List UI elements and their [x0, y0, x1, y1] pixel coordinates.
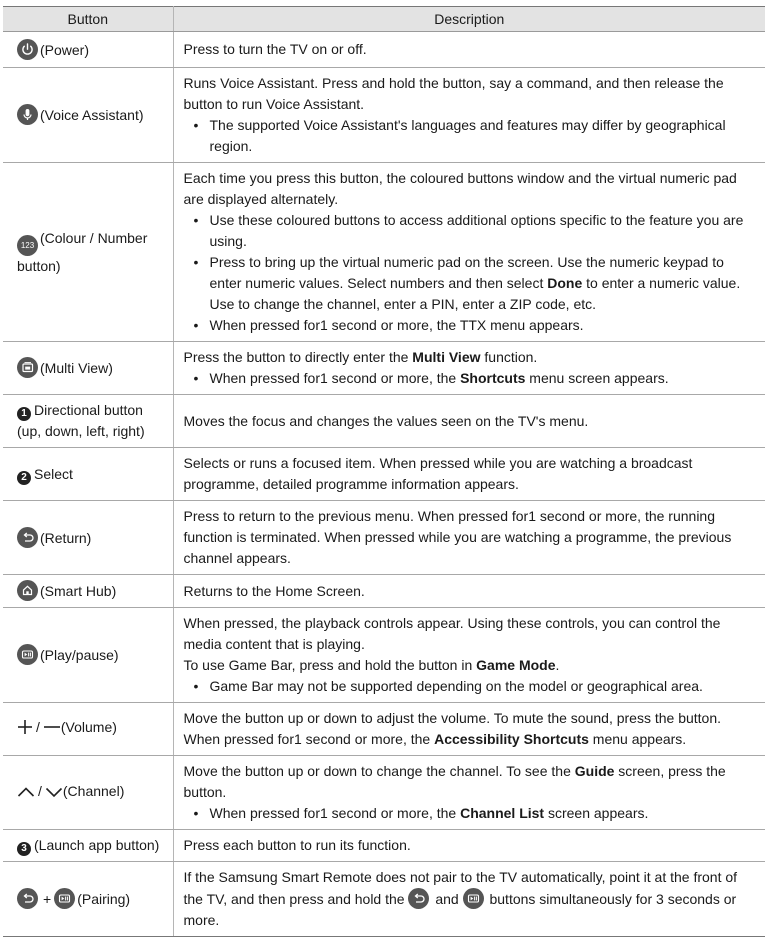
table-header [3, 7, 765, 32]
game-mode-bold: Game Mode [476, 657, 556, 673]
colour-bullet-3: • When pressed for1 second or more, the TTX menu appears. [210, 315, 760, 336]
table-row [3, 163, 765, 342]
volume-minus-icon [43, 719, 61, 741]
table-row [3, 862, 765, 937]
playpause-desc2-pre: To use Game Bar, press and hold the button in [183, 657, 477, 673]
colour-bullet-2-post: to enter a numeric value. Use to change the channel, enter a PIN, enter a ZIP code, etc. [209, 275, 741, 312]
row-return-desc: Press to return to the previous menu. When pressed for1 second or more, the running function is terminated. When pressed while you are watching a programme, the previous channel appears. [173, 501, 765, 575]
voice-desc-text: Runs Voice Assistant. Press and hold the button, say a command, and then release the button to run Voice Assistant. [183, 75, 724, 112]
voice-bullets [184, 115, 760, 157]
row-smarthub-desc: Returns to the Home Screen. [173, 575, 765, 608]
multi-view-icon [17, 357, 38, 378]
table-row [3, 342, 765, 395]
microphone-icon [17, 104, 38, 125]
pairing-desc-mid: and [431, 891, 463, 907]
row-volume-desc [173, 703, 765, 756]
pairing-label: (Pairing) [77, 891, 131, 907]
multiview-desc-post: function. [480, 349, 538, 365]
channel-up-icon [17, 784, 35, 805]
volume-desc-2 [184, 729, 760, 750]
table-row [3, 395, 765, 448]
play-pause-icon [463, 888, 484, 909]
number-badge-2: 2 [17, 471, 31, 485]
multiview-bullets [184, 368, 760, 389]
guide-bold: Guide [574, 763, 615, 779]
header-button: Button [3, 7, 173, 32]
directional-label: Directional button (up, down, left, right) [17, 402, 145, 439]
playpause-label: (Play/pause) [40, 647, 119, 663]
row-volume-button-cell [3, 703, 173, 756]
colour-bullet-2-pre: Press to bring up the virtual numeric pad on the screen. Use the numeric keypad to enter numeric values. Select numbers and then select [209, 254, 724, 291]
play-pause-icon [17, 644, 38, 665]
channel-label: (Channel) [62, 782, 125, 799]
home-icon [17, 580, 38, 601]
return-icon [408, 888, 429, 909]
volume-plus-icon [17, 719, 33, 741]
channel-bullet [210, 803, 760, 824]
pairing-desc-pre: If the Samsung Smart Remote does not pair to the TV automatically, point it at the front of the TV, and then press and hold the [183, 869, 738, 907]
row-directional-button-cell [3, 395, 173, 448]
playpause-desc-2 [184, 655, 760, 676]
channel-list-bold: Channel List [460, 805, 545, 821]
colour-desc-text: Each time you press this button, the coloured buttons window and the virtual numeric pad are displayed alternately. [183, 170, 737, 207]
number-badge-1: 1 [17, 407, 31, 421]
row-directional-desc: Moves the focus and changes the values seen on the TV's menu. [173, 395, 765, 448]
row-channel-desc [173, 756, 765, 830]
channel-desc-text [184, 761, 760, 803]
row-colour-button-cell [3, 163, 173, 342]
volume-desc-text: Move the button up or down to adjust the volume. To mute the sound, press the button. [183, 710, 722, 726]
select-label: Select [34, 465, 73, 482]
return-icon [17, 888, 38, 909]
row-pairing-desc [173, 862, 765, 937]
playpause-desc-text: When pressed, the playback controls appear. Using these controls, you can control the media content that is playing. [183, 615, 721, 652]
row-colour-desc [173, 163, 765, 342]
table-row [3, 608, 765, 703]
colour-bullet-1: • Use these coloured buttons to access additional options specific to the feature you are using. [210, 210, 760, 252]
table-row [3, 68, 765, 163]
channel-desc-pre: Move the button up or down to change the channel. To see the [183, 763, 575, 779]
channel-bullets [184, 803, 760, 824]
colour-bullet-2 [210, 252, 760, 315]
row-smarthub-button-cell [3, 575, 173, 608]
remote-buttons-table [3, 6, 765, 937]
accessibility-shortcuts-bold: Accessibility Shortcuts [434, 731, 589, 747]
playpause-desc2-post: . [555, 657, 560, 673]
power-icon [17, 39, 38, 60]
pairing-desc-post: buttons simultaneously for 3 seconds or more. [183, 891, 737, 928]
volume-desc2-post: menu appears. [588, 731, 687, 747]
table-row [3, 575, 765, 608]
multiview-bullet-post: menu screen appears. [525, 370, 669, 386]
row-playpause-desc [173, 608, 765, 703]
colour-label: (Colour / Number button) [17, 229, 148, 274]
table-row [3, 703, 765, 756]
volume-desc2-pre: When pressed for1 second or more, the [183, 731, 435, 747]
table-row [3, 501, 765, 575]
channel-sep: / [38, 782, 42, 799]
multiview-bullet-pre: When pressed for1 second or more, the [209, 370, 461, 386]
table-row [3, 830, 765, 862]
row-pairing-button-cell [3, 862, 173, 937]
multiview-label: (Multi View) [40, 360, 113, 376]
done-label: Done [547, 275, 583, 291]
multiview-desc-text [184, 347, 760, 368]
row-multiview-desc [173, 342, 765, 395]
volume-sep: / [36, 719, 40, 735]
row-select-desc: Selects or runs a focused item. When pressed while you are watching a broadcast programme, detailed programme information appears. [173, 448, 765, 501]
row-launch-button-cell [3, 830, 173, 862]
channel-down-icon [45, 784, 63, 805]
playpause-bullet: • Game Bar may not be supported depending on the model or geographical area. [210, 676, 760, 697]
row-power-button-cell [3, 32, 173, 68]
number-badge-3: 3 [17, 842, 31, 856]
row-select-button-cell [3, 448, 173, 501]
table-row [3, 448, 765, 501]
row-multiview-button-cell [3, 342, 173, 395]
launch-label: (Launch app button) [34, 837, 160, 853]
colour-number-icon: 123 [17, 235, 38, 256]
return-label: (Return) [40, 529, 92, 546]
voice-label: (Voice Assistant) [40, 107, 144, 123]
channel-bullet-pre: When pressed for1 second or more, the [209, 805, 461, 821]
shortcuts-bold: Shortcuts [460, 370, 526, 386]
volume-label: (Volume) [60, 719, 117, 735]
header-description: Description [173, 7, 765, 32]
multiview-desc-pre: Press the button to directly enter the [183, 349, 413, 365]
row-playpause-button-cell [3, 608, 173, 703]
colour-bullets [184, 210, 760, 336]
row-return-button-cell [3, 501, 173, 575]
play-pause-icon [54, 888, 75, 909]
row-voice-button-cell [3, 68, 173, 163]
voice-bullet: • The supported Voice Assistant's languages and features may differ by geographical region. [210, 115, 760, 157]
channel-desc-post: screen, press the button. [183, 763, 726, 800]
return-icon [17, 527, 38, 548]
table-row [3, 756, 765, 830]
row-power-desc: Press to turn the TV on or off. [173, 32, 765, 68]
row-voice-desc [173, 68, 765, 163]
row-launch-desc: Press each button to run its function. [173, 830, 765, 862]
playpause-bullets [184, 676, 760, 697]
table-row [3, 32, 765, 68]
power-label: (Power) [40, 41, 90, 58]
pairing-plus: + [43, 891, 52, 907]
multiview-bullet [210, 368, 760, 389]
multiview-bold: Multi View [412, 349, 481, 365]
row-channel-button-cell [3, 756, 173, 830]
channel-bullet-post: screen appears. [544, 805, 649, 821]
smarthub-label: (Smart Hub) [40, 583, 117, 599]
